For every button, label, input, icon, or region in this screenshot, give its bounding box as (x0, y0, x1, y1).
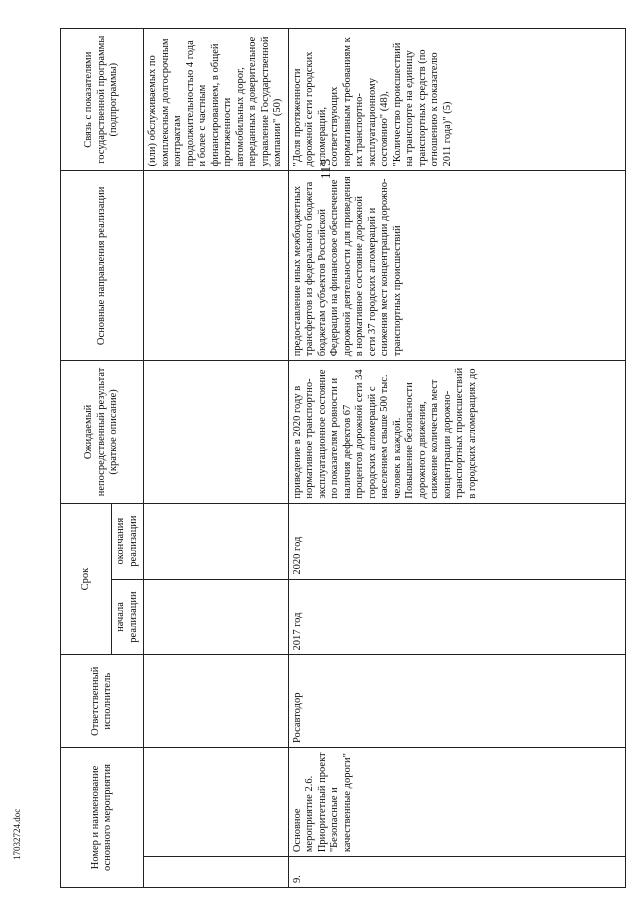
header-result: Ожидаемый непосредственный результат (краткое описание) (61, 361, 144, 503)
table-row-continuation (144, 29, 289, 888)
page-number: 113 (319, 158, 335, 180)
header-responsible: Ответственный исполнитель (61, 655, 144, 748)
cell-result: приведение в 2020 году в нормативное транспортно-эксплуатационное состояние по показателям ровности и наличия дефектов 67 процентов дорожной сети 34 городских агломераций с населением свыше 500 тыс. человек в каждой. Повышение безопасности дорожного движения, снижение количества мест концентрации дорожно-транспортных происшествий в городских агломерациях до (288, 361, 625, 503)
cell-empty (144, 857, 289, 888)
cell-number: 9. (288, 857, 625, 888)
cell-empty (144, 748, 289, 857)
cell-start: 2017 год (288, 579, 625, 655)
cell-empty (144, 171, 289, 361)
cell-empty (144, 579, 289, 655)
table-row (288, 29, 625, 888)
cell-empty (144, 503, 289, 579)
cell-responsible: Росавтодор (288, 655, 625, 748)
header-name: Номер и наименование основного мероприятия (61, 748, 144, 888)
table-header-row (61, 29, 112, 888)
header-start: начала реализации (112, 579, 144, 655)
activities-table (60, 28, 620, 888)
header-term: Срок (61, 503, 112, 655)
document-id: 17032724.doc (12, 808, 22, 860)
header-link: Связь с показателями государственной программы (подпрограммы) (61, 29, 144, 171)
header-directions: Основные направления реализации (61, 171, 144, 361)
header-end: окончания реализации (112, 503, 144, 579)
cell-link-continuation: (или) обслуживаемых по комплексным долгосрочным контрактам продолжительностью 4 года и более с частным финансированием, в общей протяженности автомобильных дорог, переданных в доверительное управление Государственной компании" (50) (144, 29, 289, 171)
cell-empty (144, 655, 289, 748)
cell-link: "Доля протяженности дорожной сети городских агломераций, соответствующих нормативным требованиям к их транспортно-эксплуатационному состоянию" (48), "Количество происшествий на транспорте на единицу транспортных средств (по отношению к показателю 2011 года)" (5) (288, 29, 625, 171)
cell-empty (144, 361, 289, 503)
cell-end: 2020 год (288, 503, 625, 579)
cell-name: Основное мероприятие 2.6. Приоритетный проект "Безопасные и качественные дороги" (288, 748, 625, 857)
cell-directions: предоставление иных межбюджетных трансфертов из федерального бюджета бюджетам субъектов Российской Федерации на финансовое обеспечение дорожной деятельности для приведения в нормативное состояние дорожной сети 37 городских агломераций и снижения мест концентрации дорожно-транспортных происшествий (288, 171, 625, 361)
